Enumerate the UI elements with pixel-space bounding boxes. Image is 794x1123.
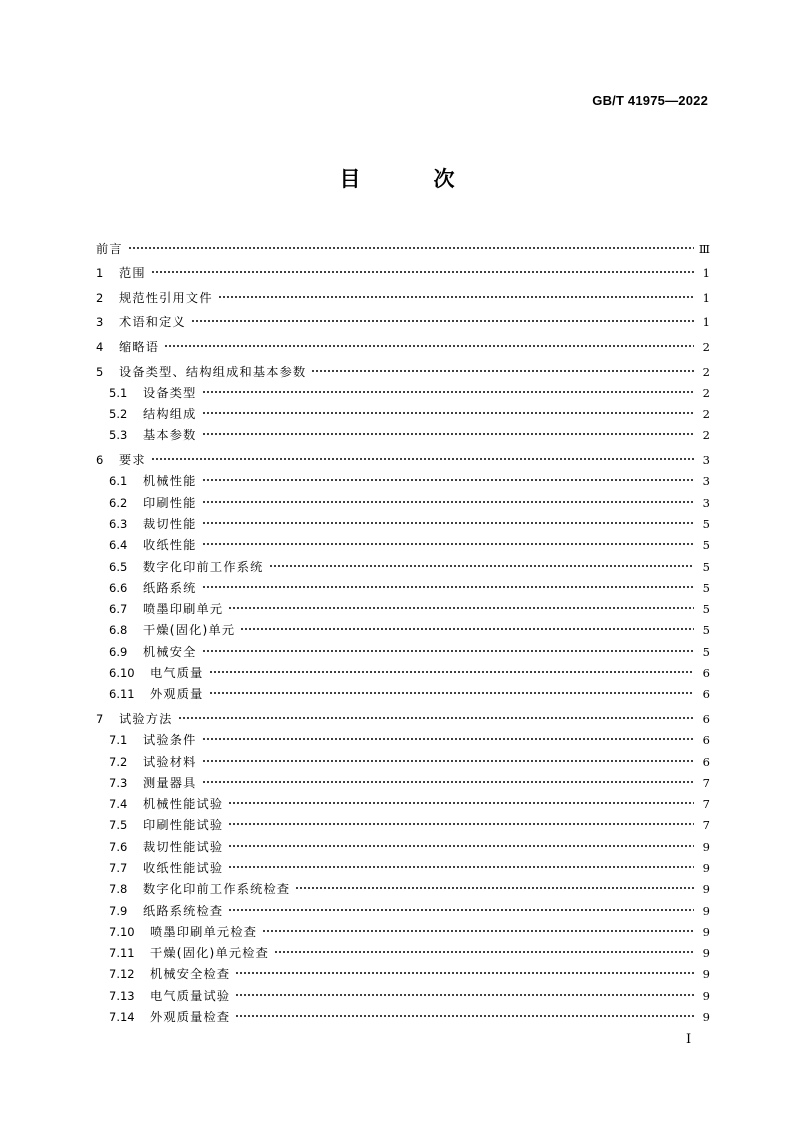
toc-entry-label: 机械安全检查: [150, 967, 231, 982]
toc-entry-number: 7.10: [109, 924, 135, 939]
toc-entry-label: 设备类型、结构组成和基本参数: [119, 364, 307, 379]
toc-entry-page: 2: [702, 385, 710, 400]
toc-entry[interactable]: [96, 832, 710, 853]
toc-entry-label: 外观质量: [150, 687, 204, 702]
toc-entry-page: 2: [702, 428, 710, 443]
toc-entry-number: 6.2: [109, 495, 128, 510]
dot-leader: [151, 454, 694, 464]
toc-entry-page: 6: [702, 711, 710, 726]
toc-entry-page: 3: [702, 474, 710, 489]
toc-entry-number: 5: [96, 364, 104, 379]
dot-leader: [240, 624, 694, 634]
toc-entry-label: 纸路系统: [143, 580, 197, 595]
dot-leader: [202, 756, 694, 766]
toc-entry-number: 6.9: [109, 644, 128, 659]
toc-entry-number: 7.5: [109, 818, 128, 833]
dot-leader: [235, 1011, 694, 1021]
toc-entry-number: 4: [96, 339, 104, 354]
toc-entry-number: 7.6: [109, 839, 128, 854]
toc-entry-page: 6: [702, 666, 710, 681]
toc-entry-number: 5.3: [109, 428, 128, 443]
toc-entry-label: 结构组成: [143, 407, 197, 422]
toc-entry-number: 6.5: [109, 559, 128, 574]
toc-entry-number: 6.8: [109, 623, 128, 638]
toc-entry-number: 6.7: [109, 602, 128, 617]
toc-entry-number: 7.13: [109, 988, 135, 1003]
toc-entry-page: 5: [702, 538, 710, 553]
dot-leader: [202, 387, 694, 397]
toc-entry[interactable]: [96, 939, 710, 960]
toc-entry-label: 数字化印前工作系统检查: [143, 882, 291, 897]
toc-entry[interactable]: [96, 379, 710, 400]
toc-entry-page: 9: [702, 967, 710, 982]
toc-entry-number: 7.4: [109, 797, 128, 812]
toc-entry-label: 印刷性能: [143, 495, 197, 510]
toc-entry-page: 1: [702, 290, 710, 305]
dot-leader: [209, 688, 694, 698]
toc-entry[interactable]: [96, 769, 710, 790]
dot-leader: [228, 603, 694, 613]
dot-leader: [164, 341, 694, 351]
toc-entry-page: 1: [702, 266, 710, 281]
toc-entry-page: 9: [702, 839, 710, 854]
toc-entry-number: 5.2: [109, 407, 128, 422]
toc-entry-page: 7: [702, 818, 710, 833]
toc-entry[interactable]: [96, 918, 710, 939]
toc-entry-page: 3: [702, 453, 710, 468]
toc-entry-page: 9: [702, 860, 710, 875]
dot-leader: [202, 408, 694, 418]
dot-leader: [202, 475, 694, 485]
toc-entry-label: 裁切性能: [143, 516, 197, 531]
toc-entry-page: 9: [702, 903, 710, 918]
toc-entry[interactable]: [96, 531, 710, 552]
toc-entry-number: 7.14: [109, 1010, 135, 1025]
toc-entry[interactable]: [96, 421, 710, 442]
toc-entry-label: 干燥(固化)单元: [143, 623, 236, 638]
toc-entry-page: 5: [702, 602, 710, 617]
toc-entry-number: 7.2: [109, 754, 128, 769]
toc-entry[interactable]: [96, 747, 710, 768]
dot-leader: [151, 267, 694, 277]
toc-entry-page: 6: [702, 754, 710, 769]
toc-entry-page: 7: [702, 797, 710, 812]
dot-leader: [202, 497, 694, 507]
toc-entry-number: 7.8: [109, 882, 128, 897]
toc-entry-number: 2: [96, 290, 104, 305]
toc-entry[interactable]: [96, 616, 710, 637]
toc-entry-label: 术语和定义: [119, 315, 186, 330]
toc-entry[interactable]: [96, 680, 710, 701]
toc-entry-label: 印刷性能试验: [143, 818, 224, 833]
toc-entry-number: 6: [96, 453, 104, 468]
toc-entry-number: 6.4: [109, 538, 128, 553]
toc-entry[interactable]: [96, 981, 710, 1002]
page-title: 目 次: [339, 167, 481, 191]
toc-entry-label: 机械性能试验: [143, 797, 224, 812]
dot-leader: [202, 518, 694, 528]
toc-entry-number: 1: [96, 266, 104, 281]
toc-entry-label: 喷墨印刷单元: [143, 602, 224, 617]
toc-entry-number: 7.7: [109, 860, 128, 875]
toc-entry-label: 外观质量检查: [150, 1010, 231, 1025]
dot-leader: [202, 582, 694, 592]
toc-entry[interactable]: [96, 400, 710, 421]
toc-entry-label: 纸路系统检查: [143, 903, 224, 918]
dot-leader: [209, 667, 694, 677]
toc-entry-label: 喷墨印刷单元检查: [150, 924, 258, 939]
toc-entry-label: 试验条件: [143, 733, 197, 748]
toc-entry[interactable]: [96, 701, 710, 726]
toc-entry-page: 5: [702, 559, 710, 574]
toc-entry-page: 6: [702, 687, 710, 702]
toc-entry-label: 机械安全: [143, 644, 197, 659]
toc-entry[interactable]: [96, 659, 710, 680]
dot-leader: [235, 990, 694, 1000]
toc-entry-page: 6: [702, 733, 710, 748]
toc-entry[interactable]: [96, 231, 710, 256]
toc-entry-page: 9: [702, 882, 710, 897]
standard-code: GB/T 41975—2022: [592, 93, 708, 108]
toc-entry-label: 基本参数: [143, 428, 197, 443]
dot-leader: [228, 841, 694, 851]
dot-leader: [228, 862, 694, 872]
toc-entry-label: 范围: [119, 266, 146, 281]
toc-entry[interactable]: [96, 595, 710, 616]
toc-entry-page: 9: [702, 946, 710, 961]
toc-entry-page: 2: [702, 339, 710, 354]
toc-entry-page: 5: [702, 580, 710, 595]
toc-entry-page: 9: [702, 1010, 710, 1025]
toc-entry-number: 7.1: [109, 733, 128, 748]
toc-entry-label: 测量器具: [143, 775, 197, 790]
dot-leader: [311, 366, 694, 376]
toc-entry-label: 收纸性能: [143, 538, 197, 553]
toc-entry-number: 7.12: [109, 967, 135, 982]
toc-entry-number: 3: [96, 315, 104, 330]
toc-entry-number: 5.1: [109, 385, 128, 400]
dot-leader: [228, 819, 694, 829]
toc-entry-label: 电气质量试验: [150, 988, 231, 1003]
toc-entry[interactable]: [96, 305, 710, 330]
toc-entry-number: 6.6: [109, 580, 128, 595]
dot-leader: [235, 968, 694, 978]
toc-entry-number: 6.11: [109, 687, 135, 702]
toc-entry[interactable]: [96, 875, 710, 896]
toc-entry-label: 缩略语: [119, 339, 160, 354]
dot-leader: [295, 883, 694, 893]
toc-entry-number: 7.9: [109, 903, 128, 918]
toc-entry[interactable]: [96, 488, 710, 509]
dot-leader: [228, 798, 694, 808]
dot-leader: [202, 539, 694, 549]
toc-entry-page: 3: [702, 495, 710, 510]
toc-entry-page: 9: [702, 988, 710, 1003]
dot-leader: [228, 905, 694, 915]
toc-entry-page: 2: [702, 364, 710, 379]
toc-entry-page: 9: [702, 924, 710, 939]
dot-leader: [262, 926, 694, 936]
toc-entry[interactable]: [96, 510, 710, 531]
toc-entry-label: 要求: [119, 453, 146, 468]
toc-entry[interactable]: [96, 811, 710, 832]
toc-entry[interactable]: [96, 354, 710, 379]
toc-entry-page: 5: [702, 644, 710, 659]
toc-entry-label: 收纸性能试验: [143, 860, 224, 875]
toc-entry-number: 7.3: [109, 775, 128, 790]
dot-leader: [218, 292, 694, 302]
toc-entry-number: 7.11: [109, 946, 135, 961]
dot-leader: [191, 316, 694, 326]
dot-leader: [202, 777, 694, 787]
toc-entry-label: 前言: [96, 241, 123, 256]
toc-entry-page: 7: [702, 775, 710, 790]
footer-page-number: Ⅰ: [686, 1032, 692, 1047]
toc-entry[interactable]: [96, 574, 710, 595]
toc-entry-label: 试验方法: [119, 711, 173, 726]
dot-leader: [202, 429, 694, 439]
toc-entry[interactable]: [96, 790, 710, 811]
toc-entry-page: 5: [702, 516, 710, 531]
toc-entry-page: 5: [702, 623, 710, 638]
toc-entry[interactable]: [96, 442, 710, 467]
toc-entry[interactable]: [96, 256, 710, 281]
dot-leader: [202, 646, 694, 656]
table-of-contents: [96, 231, 710, 1024]
dot-leader: [202, 734, 694, 744]
toc-entry[interactable]: [96, 329, 710, 354]
toc-entry-label: 机械性能: [143, 474, 197, 489]
toc-entry-label: 电气质量: [150, 666, 204, 681]
toc-entry[interactable]: [96, 896, 710, 917]
toc-entry[interactable]: [96, 1003, 710, 1024]
toc-entry-number: 6.10: [109, 666, 135, 681]
toc-entry-page: 1: [702, 315, 710, 330]
toc-entry-label: 试验材料: [143, 754, 197, 769]
toc-entry-label: 规范性引用文件: [119, 290, 213, 305]
toc-entry-page: 2: [702, 407, 710, 422]
toc-entry[interactable]: [96, 280, 710, 305]
toc-entry-number: 6.1: [109, 474, 128, 489]
toc-entry-label: 设备类型: [143, 385, 197, 400]
toc-entry[interactable]: [96, 960, 710, 981]
toc-entry-label: 干燥(固化)单元检查: [150, 946, 270, 961]
dot-leader: [269, 561, 695, 571]
toc-entry[interactable]: [96, 552, 710, 573]
toc-entry[interactable]: [96, 726, 710, 747]
toc-entry-number: 6.3: [109, 516, 128, 531]
toc-entry[interactable]: [96, 637, 710, 658]
toc-entry-label: 裁切性能试验: [143, 839, 224, 854]
toc-entry-number: 7: [96, 711, 104, 726]
toc-entry[interactable]: [96, 467, 710, 488]
dot-leader: [178, 713, 694, 723]
dot-leader: [128, 243, 694, 253]
dot-leader: [274, 947, 694, 957]
toc-entry-label: 数字化印前工作系统: [143, 559, 264, 574]
toc-entry-page: Ⅲ: [698, 241, 710, 256]
toc-entry[interactable]: [96, 854, 710, 875]
